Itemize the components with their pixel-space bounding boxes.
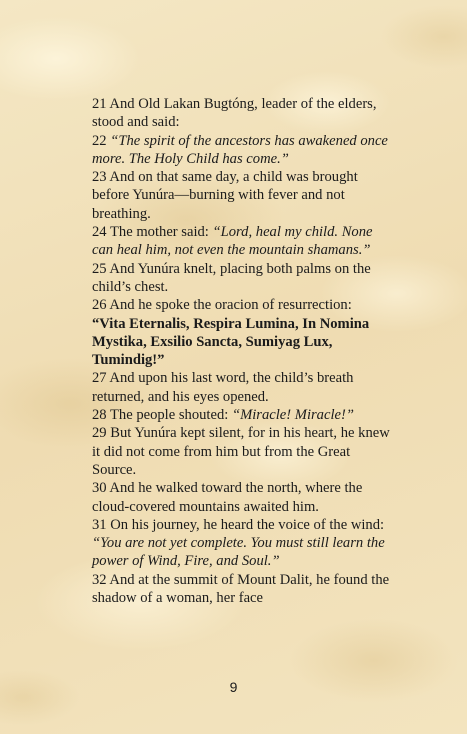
verse-intro: 26 And he spoke the oracion of resurrection: <box>92 297 352 314</box>
verse-29: 29 But Yunúra kept silent, for in his heart, he knew it did not come from him but from the Great Source. <box>92 425 390 478</box>
verse-32: 32 And at the summit of Mount Dalit, he found the shadow of a woman, her face <box>92 571 390 607</box>
verse-number: 22 <box>92 132 111 149</box>
verse-quote: “Lord, heal my child. None can heal him, not even the mountain shamans.” <box>92 224 373 259</box>
verse-27: 27 And upon his last word, the child’s breath returned, and his eyes opened. <box>92 370 354 405</box>
verse-intro: 28 The people shouted: <box>92 407 232 424</box>
verse-26 <box>92 296 392 369</box>
oracion-text: “Vita Eternalis, Respira Lumina, In Nomina Mystika, Exsilio Sancta, Sumiyag Lux, Tumindig!” <box>92 315 370 369</box>
verse-intro: 31 On his journey, he heard the voice of the wind: <box>92 516 385 533</box>
verse-22 <box>92 132 392 169</box>
verse-30: 30 And he walked toward the north, where the cloud-covered mountains awaited him. <box>92 480 363 515</box>
verse-21: 21 And Old Lakan Bugtóng, leader of the elders, stood and said: <box>92 96 377 131</box>
chapter-text <box>92 95 392 607</box>
verse-24 <box>92 223 392 260</box>
verse-quote: “Miracle! Miracle!” <box>231 407 354 424</box>
verse-25: 25 And Yunúra knelt, placing both palms on the child’s chest. <box>92 260 371 295</box>
verse-31 <box>92 516 392 571</box>
verse-quote: “You are not yet complete. You must still learn the power of Wind, Fire, and Soul.” <box>92 535 385 570</box>
verse-quote: “The spirit of the ancestors has awakened once more. The Holy Child has come.” <box>92 132 388 167</box>
page-number: 9 <box>229 679 238 695</box>
verse-intro: 24 The mother said: <box>92 224 213 241</box>
verse-28 <box>92 406 392 424</box>
verse-23: 23 And on that same day, a child was brought before Yunúra—burning with fever and not breathing. <box>92 169 358 222</box>
